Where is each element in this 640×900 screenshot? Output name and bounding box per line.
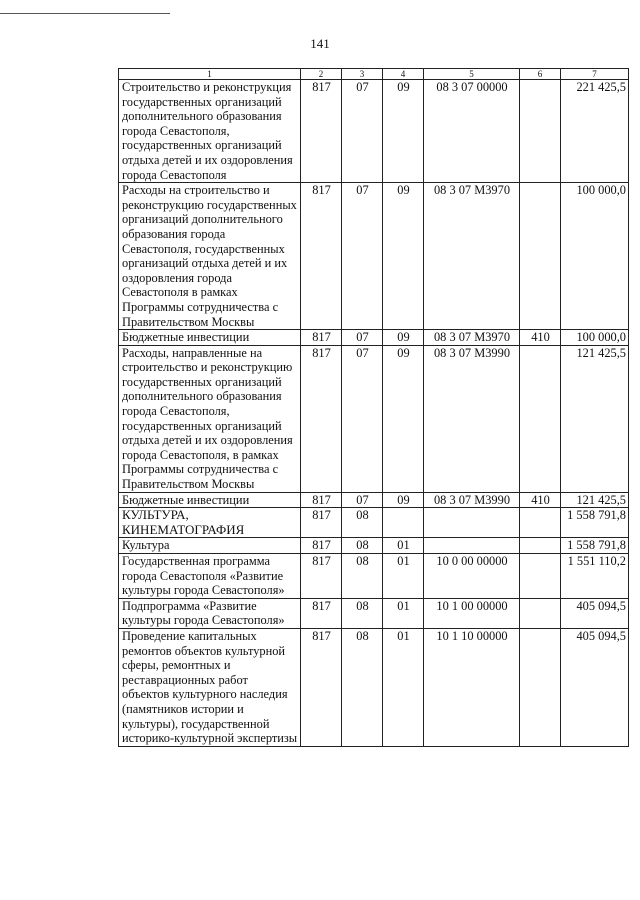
gr-code: 817 [301,330,342,346]
vr-code: 410 [520,330,561,346]
csr-code: 08 3 07 M3990 [424,345,520,492]
rz-code: 08 [342,554,383,599]
column-number: 2 [301,69,342,80]
amount: 405 094,5 [561,628,629,746]
gr-code: 817 [301,80,342,183]
pr-code: 01 [383,598,424,628]
item-name: Проведение капитальных ремонтов объектов культурной сферы, ремонтных и реставрационных работ объектов культурного наследия (памятников истории и культуры), государственной историко-культурной экспертизы [119,628,301,746]
rz-code: 08 [342,508,383,538]
gr-code: 817 [301,538,342,554]
amount: 121 425,5 [561,492,629,508]
pr-code: 01 [383,538,424,554]
page-number: 141 [310,36,330,51]
table-row [119,492,629,508]
pr-code: 09 [383,492,424,508]
rz-code: 08 [342,538,383,554]
vr-code [520,345,561,492]
table-row [119,628,629,746]
table-row [119,508,629,538]
csr-code: 08 3 07 M3970 [424,183,520,330]
csr-code [424,538,520,554]
rz-code: 07 [342,183,383,330]
csr-code: 10 1 00 00000 [424,598,520,628]
budget-table [118,68,629,747]
item-name: Подпрограмма «Развитие культуры города Севастополя» [119,598,301,628]
vr-code [520,628,561,746]
gr-code: 817 [301,183,342,330]
csr-code: 08 3 07 00000 [424,80,520,183]
gr-code: 817 [301,492,342,508]
amount: 1 558 791,8 [561,508,629,538]
vr-code [520,80,561,183]
gr-code: 817 [301,554,342,599]
rz-code: 07 [342,330,383,346]
column-number: 1 [119,69,301,80]
table-row [119,554,629,599]
amount: 100 000,0 [561,183,629,330]
table-row [119,345,629,492]
csr-code: 08 3 07 M3990 [424,492,520,508]
gr-code: 817 [301,345,342,492]
table-row [119,598,629,628]
amount: 221 425,5 [561,80,629,183]
pr-code: 09 [383,80,424,183]
table-row [119,80,629,183]
rz-code: 07 [342,345,383,492]
column-number: 3 [342,69,383,80]
column-number: 6 [520,69,561,80]
amount: 121 425,5 [561,345,629,492]
vr-code [520,538,561,554]
amount: 405 094,5 [561,598,629,628]
pr-code: 01 [383,628,424,746]
table-row [119,538,629,554]
amount: 1 558 791,8 [561,538,629,554]
vr-code [520,508,561,538]
column-number: 7 [561,69,629,80]
csr-code: 08 3 07 M3970 [424,330,520,346]
rz-code: 08 [342,628,383,746]
csr-code [424,508,520,538]
pr-code: 09 [383,330,424,346]
item-name: Культура [119,538,301,554]
rz-code: 08 [342,598,383,628]
item-name: Расходы, направленные на строительство и реконструкцию государственных организаций дополнительного образования города Севастополя, государственных организаций отдыха детей и их оздоровления города Севастополя, в рамках Программы сотрудничества с Правительством Москвы [119,345,301,492]
column-number: 4 [383,69,424,80]
item-name: Государственная программа города Севастополя «Развитие культуры города Севастополя» [119,554,301,599]
pr-code [383,508,424,538]
rz-code: 07 [342,492,383,508]
csr-code: 10 0 00 00000 [424,554,520,599]
csr-code: 10 1 10 00000 [424,628,520,746]
gr-code: 817 [301,598,342,628]
gr-code: 817 [301,628,342,746]
vr-code [520,598,561,628]
pr-code: 01 [383,554,424,599]
section-name: КУЛЬТУРА, КИНЕМАТОГРАФИЯ [119,508,301,538]
vr-code [520,554,561,599]
corner-rule [0,13,170,14]
column-number-row [119,69,629,80]
amount: 100 000,0 [561,330,629,346]
table-row [119,183,629,330]
pr-code: 09 [383,345,424,492]
pr-code: 09 [383,183,424,330]
item-name: Строительство и реконструкция государственных организаций дополнительного образования города Севастополя, государственных организаций отдыха детей и их оздоровления города Севастополя [119,80,301,183]
gr-code: 817 [301,508,342,538]
item-name: Бюджетные инвестиции [119,330,301,346]
vr-code: 410 [520,492,561,508]
item-name: Расходы на строительство и реконструкцию государственных организаций дополнительного образования города Севастополя, государственных организаций отдыха детей и их оздоровления города Севастополя в рамках Программы сотрудничества с Правительством Москвы [119,183,301,330]
rz-code: 07 [342,80,383,183]
amount: 1 551 110,2 [561,554,629,599]
vr-code [520,183,561,330]
item-name: Бюджетные инвестиции [119,492,301,508]
table-row [119,330,629,346]
column-number: 5 [424,69,520,80]
